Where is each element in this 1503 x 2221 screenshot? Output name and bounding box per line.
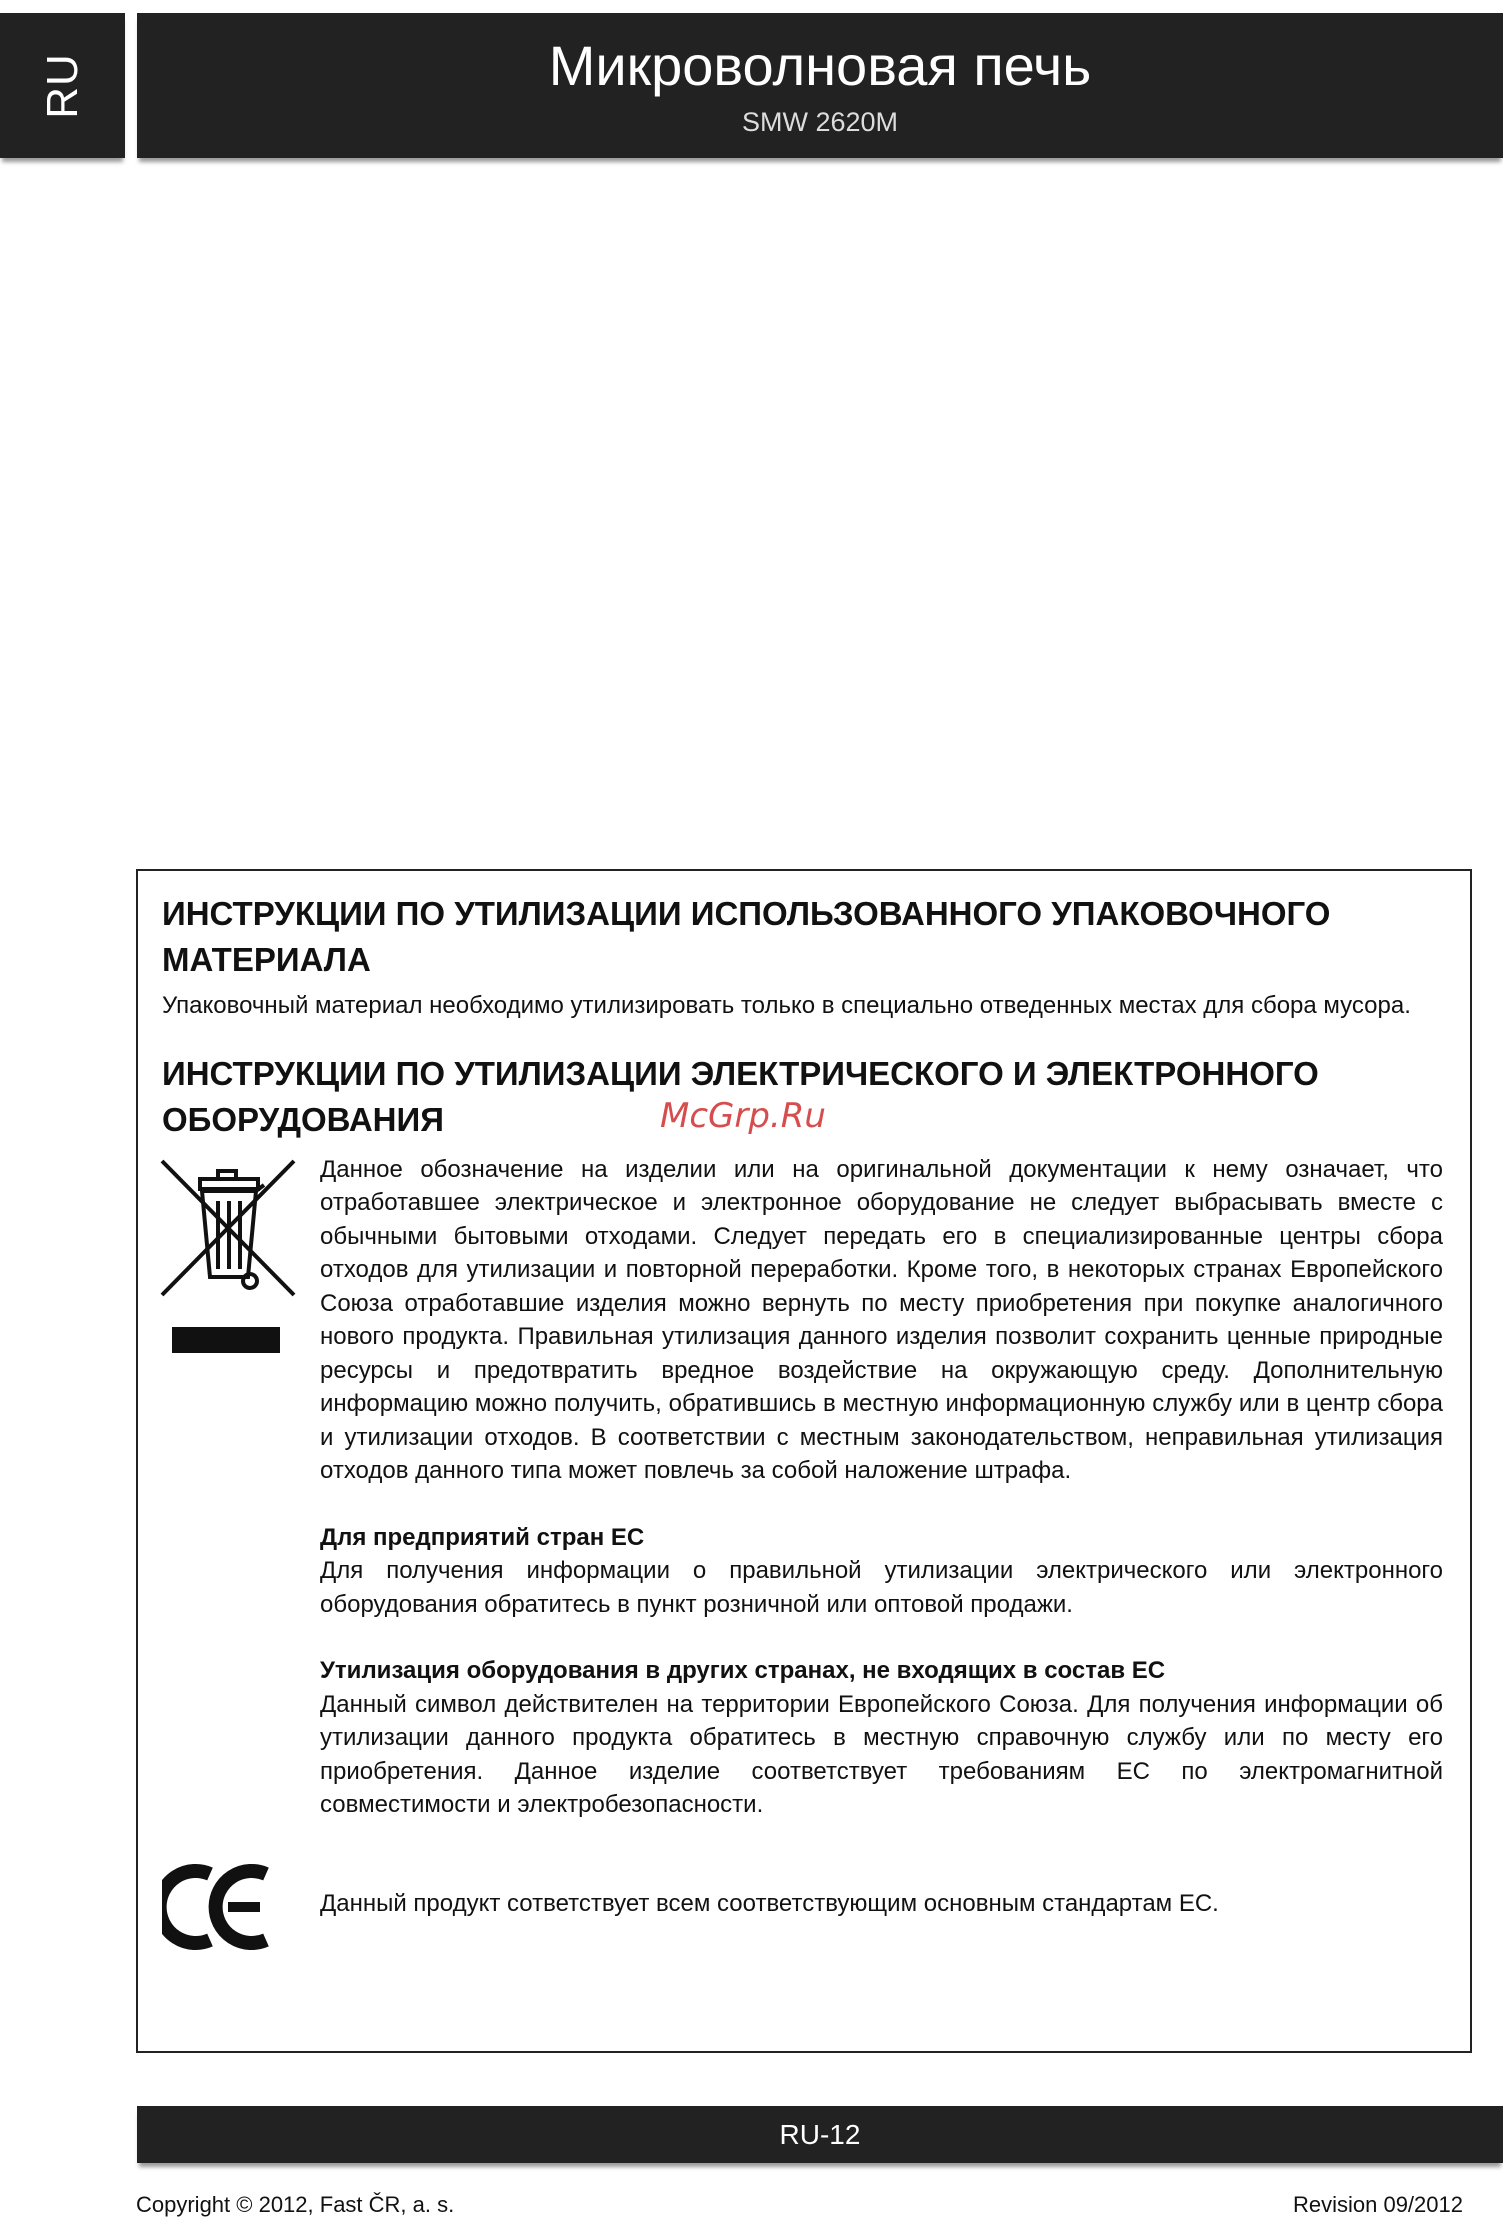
weee-section (162, 1153, 1443, 1822)
language-label: RU (37, 52, 87, 119)
packaging-text: Упаковочный материал необходимо утилизировать только в специально отведенных местах для сбора мусора. (162, 992, 1411, 1019)
ce-mark-icon (162, 1862, 272, 1952)
language-tab (0, 13, 125, 158)
packaging-heading (162, 891, 1443, 983)
header-bar (137, 13, 1503, 158)
non-eu-title: Утилизация оборудования в других странах, не входящих в состав ЕС (320, 1657, 1166, 1684)
revision-text: Revision 09/2012 (1292, 2192, 1463, 2217)
packaging-heading-line1: ИНСТРУКЦИИ ПО УТИЛИЗАЦИИ ИСПОЛЬЗОВАННОГО УПАКОВОЧНОГО (162, 895, 1331, 932)
watermark: McGrp.Ru (660, 1096, 826, 1136)
page-title: Микроволновая печь (548, 34, 1092, 97)
packaging-heading-line2: МАТЕРИАЛА (162, 941, 371, 978)
footer-bar (137, 2106, 1503, 2163)
disposal-instructions-box (136, 869, 1472, 2053)
crossed-out-wheelie-bin-icon (160, 1157, 296, 1353)
page-number: RU-12 (779, 2119, 861, 2150)
ce-compliance-text: Данный продукт сответствует всем соответствующим основным стандартам ЕС. (320, 1889, 1219, 1917)
model-number: SMW 2620M (741, 106, 899, 137)
copyright-text: Copyright © 2012, Fast ČR, a. s. (136, 2192, 455, 2217)
eu-business-title: Для предприятий стран ЕС (320, 1523, 645, 1551)
weee-text: Данное обозначение на изделии или на оригинальной документации к нему означает, что отработавшее электрическое и электронное оборудование не следует выбрасывать вместе с обычными бытовыми отходами. Следует передать его в специализированные центры сбора отходов для утилизации и повторной переработки. Кроме того, в некоторых странах Европейского Союза отработавшие изделия можно вернуть по месту приобретения при покупке аналогичного нового продукта. Правильная утилизация данного изделия позволит сохранить ценные природные ресурсы и предотвратить вредное воздействие на окружающую среду. Дополнительную информацию можно получить, обратившись в местную информационную службу или в центр сбора и утилизации отходов. В соответствии с местным законодательством, неправильная утилизация отходов данного типа может повлечь за собой наложение штрафа. (320, 1155, 1443, 1484)
weee-text-column (320, 1153, 1443, 1822)
non-eu-text: Данный символ действителен на территории Европейского Союза. Для получения информации об утилизации данного продукта обратитесь в местную справочную службу или по месту его приобретения. Данное изделие соответствует требованиям ЕС по электромагнитной совместимости и электробезопасности. (320, 1690, 1443, 1818)
electronics-heading-line1: ИНСТРУКЦИИ ПО УТИЛИЗАЦИИ ЭЛЕКТРИЧЕСКОГО И ЭЛЕКТРОННОГО (162, 1054, 1319, 1092)
ce-section (162, 1862, 1443, 1952)
electronics-heading-line2: ОБОРУДОВАНИЯ (162, 1100, 444, 1138)
eu-business-text: Для получения информации о правильной утилизации электрического или электронного оборудования обратитесь в пункт розничной или оптовой продажи. (320, 1557, 1443, 1618)
